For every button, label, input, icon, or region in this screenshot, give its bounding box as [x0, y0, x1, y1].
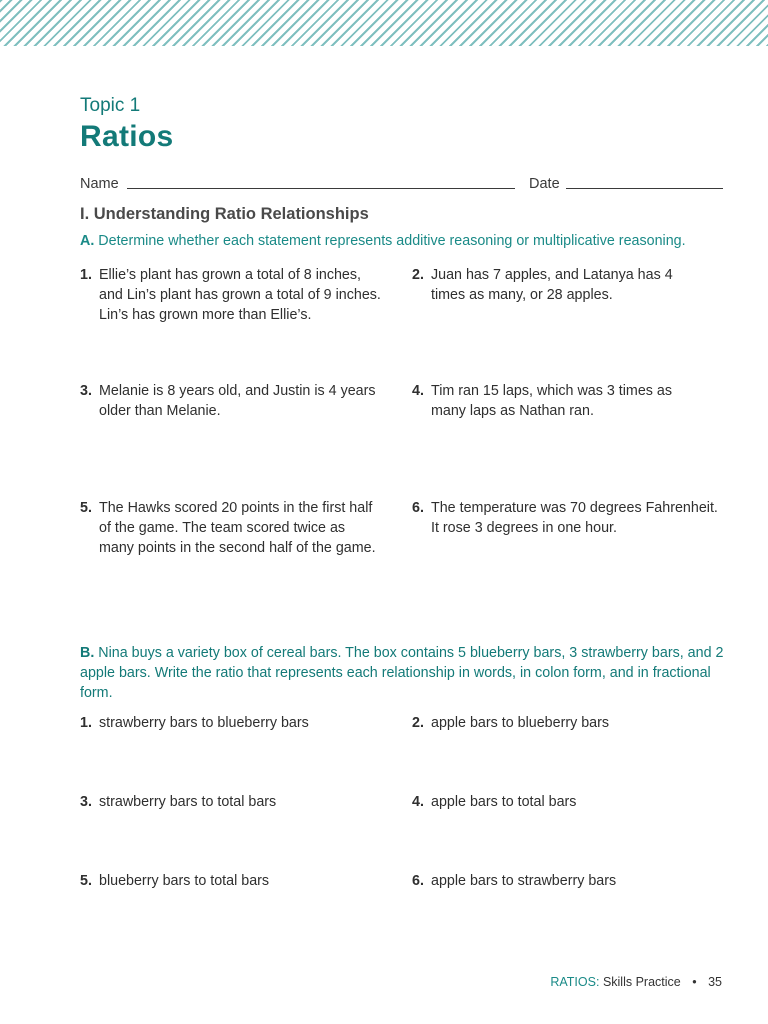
question-item: [412, 871, 712, 891]
name-field-line[interactable]: [127, 188, 515, 189]
question-text: Melanie is 8 years old, and Justin is 4 years older than Melanie.: [99, 383, 376, 419]
topic-label: Topic 1: [80, 95, 141, 116]
question-number: 4.: [412, 794, 424, 810]
question-item: [80, 381, 395, 421]
part-b-letter: B.: [80, 645, 95, 661]
footer-bullet: •: [692, 975, 697, 989]
question-number: 3.: [80, 383, 92, 399]
question-item: [412, 498, 722, 538]
question-text: strawberry bars to blueberry bars: [99, 715, 309, 731]
name-label: Name: [80, 176, 119, 192]
question-item: [80, 265, 385, 325]
page-title: Ratios: [80, 120, 174, 153]
date-label: Date: [529, 176, 560, 192]
question-number: 1.: [80, 715, 92, 731]
part-b-instruction-text: Nina buys a variety box of cereal bars. The box contains 5 blueberry bars, 3 strawberry bars, and 2 apple bars. Write the ratio that represents each relationship in words, in colon form, and in fractional form.: [80, 645, 724, 701]
question-text: Tim ran 15 laps, which was 3 times as many laps as Nathan ran.: [431, 383, 673, 419]
question-number: 2.: [412, 267, 424, 283]
question-text: apple bars to blueberry bars: [431, 715, 610, 731]
question-item: [80, 871, 390, 891]
question-text: apple bars to strawberry bars: [431, 873, 617, 889]
question-number: 6.: [412, 500, 424, 516]
question-text: blueberry bars to total bars: [99, 873, 270, 889]
question-number: 2.: [412, 715, 424, 731]
part-b-instruction: [80, 643, 730, 703]
date-field-line[interactable]: [566, 188, 723, 189]
question-text: Ellie’s plant has grown a total of 8 inches, and Lin’s plant has grown a total of 9 inches. Lin’s has grown more than Ellie’s.: [99, 267, 381, 323]
question-item: [412, 265, 687, 305]
question-item: [80, 498, 380, 558]
page-number: 35: [708, 975, 722, 989]
footer-section-name: RATIOS:: [550, 975, 600, 989]
question-number: 4.: [412, 383, 424, 399]
question-text: The Hawks scored 20 points in the first half of the game. The team scored twice as many points in the second half of the game.: [99, 500, 376, 556]
question-number: 1.: [80, 267, 92, 283]
question-item: [80, 713, 390, 733]
decorative-hatch-band: [0, 0, 768, 46]
question-item: [412, 792, 712, 812]
footer-subtitle: Skills Practice: [602, 975, 681, 989]
part-a-instruction: [80, 233, 740, 249]
part-a-instruction-text: Determine whether each statement represents additive reasoning or multiplicative reasoning.: [98, 233, 686, 249]
question-text: The temperature was 70 degrees Fahrenheit. It rose 3 degrees in one hour.: [431, 500, 718, 536]
question-text: strawberry bars to total bars: [99, 794, 277, 810]
question-text: apple bars to total bars: [431, 794, 577, 810]
question-number: 5.: [80, 873, 92, 889]
question-number: 5.: [80, 500, 92, 516]
part-a-letter: A.: [80, 233, 95, 249]
question-number: 6.: [412, 873, 424, 889]
name-date-row: [80, 174, 723, 194]
question-number: 3.: [80, 794, 92, 810]
question-text: Juan has 7 apples, and Latanya has 4 times as many, or 28 apples.: [431, 267, 673, 303]
question-item: [80, 792, 390, 812]
page-footer: [550, 975, 722, 989]
section-heading: I. Understanding Ratio Relationships: [80, 205, 369, 223]
question-item: [412, 713, 712, 733]
question-item: [412, 381, 697, 421]
